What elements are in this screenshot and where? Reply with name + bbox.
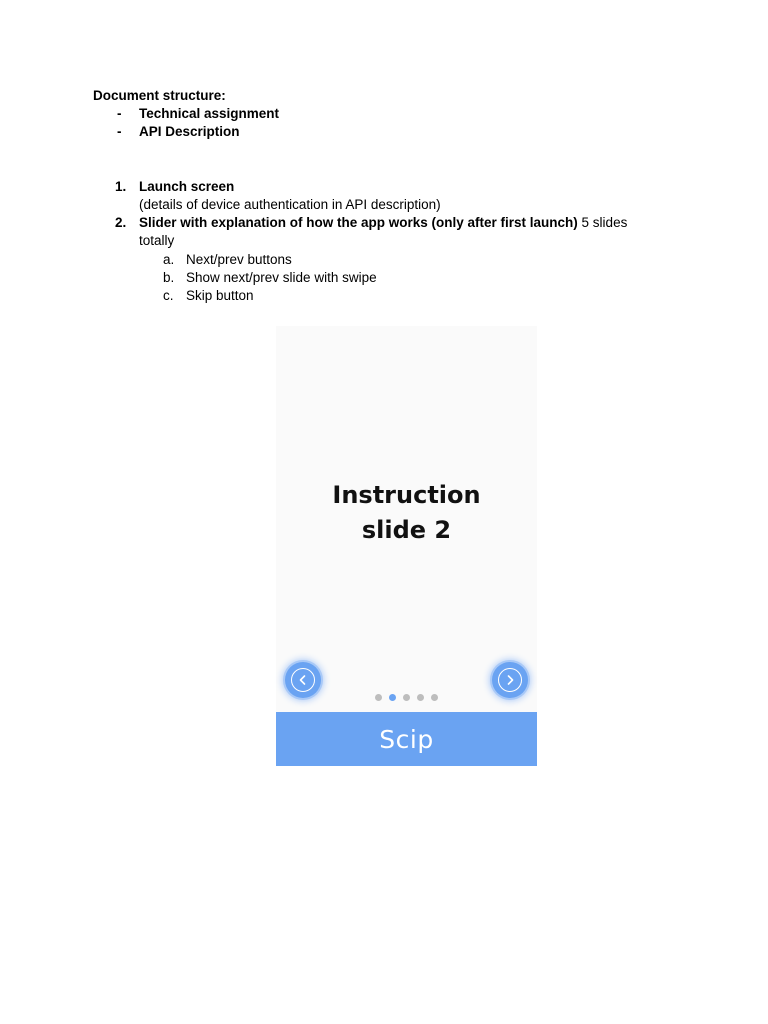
section-continuation: totally: [139, 233, 175, 248]
chevron-right-icon: [498, 668, 522, 692]
list-dash: -: [117, 106, 122, 121]
page-dot-active[interactable]: [389, 694, 396, 701]
section-title: Launch screen: [139, 179, 235, 194]
section-number: 2.: [115, 215, 127, 230]
list-dash: -: [117, 124, 122, 139]
sub-item-text: Skip button: [186, 288, 254, 303]
page-dot[interactable]: [417, 694, 424, 701]
page-dot[interactable]: [375, 694, 382, 701]
section-number: 1.: [115, 179, 127, 194]
sub-item-letter: c.: [163, 288, 174, 303]
sub-item-letter: a.: [163, 252, 175, 267]
structure-item-label: API Description: [139, 124, 240, 139]
page-dot[interactable]: [403, 694, 410, 701]
structure-item-label: Technical assignment: [139, 106, 280, 121]
sub-item-text: Show next/prev slide with swipe: [186, 270, 377, 285]
page-dot[interactable]: [431, 694, 438, 701]
next-slide-button[interactable]: [492, 662, 528, 698]
slide-title: Instruction slide 2: [332, 481, 481, 544]
sub-item-letter: b.: [163, 270, 175, 285]
sub-item-text: Next/prev buttons: [186, 252, 292, 267]
section-title-suffix: 5 slides: [577, 215, 628, 230]
document-heading: Document structure:: [93, 88, 226, 103]
slider-mockup: [276, 326, 537, 766]
section-title-wrap: [139, 214, 627, 232]
page-indicator-dots: [276, 694, 537, 702]
section-title: Slider with explanation of how the app works (only after first launch): [139, 215, 578, 230]
skip-button[interactable]: Scip: [276, 712, 537, 766]
prev-slide-button[interactable]: [285, 662, 321, 698]
chevron-left-icon: [291, 668, 315, 692]
section-note: (details of device authentication in API description): [139, 197, 441, 212]
